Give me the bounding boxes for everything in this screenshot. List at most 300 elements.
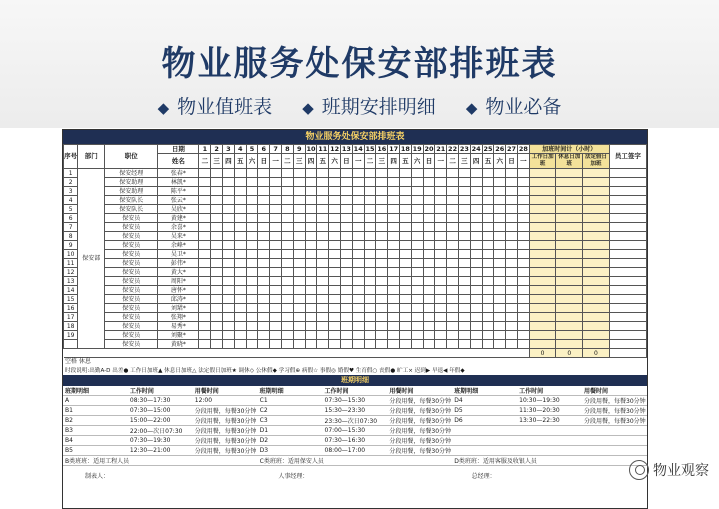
shift-cell[interactable] <box>376 313 388 322</box>
shift-cell[interactable] <box>341 169 353 178</box>
shift-cell[interactable] <box>376 295 388 304</box>
shift-cell[interactable] <box>458 322 470 331</box>
shift-cell[interactable] <box>517 277 529 286</box>
shift-cell[interactable] <box>423 313 435 322</box>
shift-cell[interactable] <box>435 205 447 214</box>
shift-cell[interactable] <box>293 214 305 223</box>
shift-cell[interactable] <box>423 268 435 277</box>
shift-cell[interactable] <box>399 214 411 223</box>
shift-cell[interactable] <box>223 178 235 187</box>
shift-cell[interactable] <box>341 241 353 250</box>
shift-cell[interactable] <box>470 259 482 268</box>
shift-cell[interactable] <box>211 205 223 214</box>
shift-cell[interactable] <box>470 268 482 277</box>
shift-cell[interactable] <box>305 196 317 205</box>
shift-cell[interactable] <box>494 250 506 259</box>
shift-cell[interactable] <box>282 322 294 331</box>
shift-cell[interactable] <box>352 205 364 214</box>
shift-cell[interactable] <box>388 295 400 304</box>
shift-cell[interactable] <box>435 232 447 241</box>
shift-cell[interactable] <box>482 331 494 340</box>
shift-cell[interactable] <box>364 259 376 268</box>
shift-cell[interactable] <box>447 169 459 178</box>
shift-cell[interactable] <box>494 259 506 268</box>
shift-cell[interactable] <box>458 295 470 304</box>
shift-cell[interactable] <box>329 178 341 187</box>
shift-cell[interactable] <box>435 286 447 295</box>
shift-cell[interactable] <box>517 187 529 196</box>
shift-cell[interactable] <box>352 286 364 295</box>
shift-cell[interactable] <box>234 322 246 331</box>
shift-cell[interactable] <box>199 232 211 241</box>
shift-cell[interactable] <box>399 259 411 268</box>
shift-cell[interactable] <box>411 178 423 187</box>
shift-cell[interactable] <box>364 250 376 259</box>
shift-cell[interactable] <box>223 169 235 178</box>
shift-cell[interactable] <box>329 286 341 295</box>
shift-cell[interactable] <box>506 187 518 196</box>
shift-cell[interactable] <box>435 259 447 268</box>
shift-cell[interactable] <box>258 178 270 187</box>
shift-cell[interactable] <box>293 331 305 340</box>
shift-cell[interactable] <box>399 169 411 178</box>
shift-cell[interactable] <box>317 268 329 277</box>
shift-cell[interactable] <box>258 232 270 241</box>
shift-cell[interactable] <box>435 322 447 331</box>
shift-cell[interactable] <box>388 268 400 277</box>
shift-cell[interactable] <box>447 322 459 331</box>
shift-cell[interactable] <box>494 340 506 349</box>
shift-cell[interactable] <box>234 196 246 205</box>
shift-cell[interactable] <box>223 205 235 214</box>
shift-cell[interactable] <box>317 250 329 259</box>
shift-cell[interactable] <box>329 322 341 331</box>
shift-cell[interactable] <box>293 241 305 250</box>
shift-cell[interactable] <box>376 214 388 223</box>
shift-cell[interactable] <box>388 331 400 340</box>
shift-cell[interactable] <box>293 277 305 286</box>
shift-cell[interactable] <box>317 340 329 349</box>
shift-cell[interactable] <box>352 223 364 232</box>
shift-cell[interactable] <box>246 241 258 250</box>
shift-cell[interactable] <box>517 169 529 178</box>
shift-cell[interactable] <box>506 232 518 241</box>
shift-cell[interactable] <box>458 223 470 232</box>
shift-cell[interactable] <box>317 214 329 223</box>
shift-cell[interactable] <box>364 241 376 250</box>
shift-cell[interactable] <box>364 331 376 340</box>
shift-cell[interactable] <box>411 331 423 340</box>
shift-cell[interactable] <box>305 178 317 187</box>
shift-cell[interactable] <box>376 286 388 295</box>
shift-cell[interactable] <box>317 322 329 331</box>
shift-cell[interactable] <box>506 169 518 178</box>
shift-cell[interactable] <box>317 286 329 295</box>
shift-cell[interactable] <box>270 187 282 196</box>
shift-cell[interactable] <box>329 277 341 286</box>
shift-cell[interactable] <box>211 214 223 223</box>
shift-cell[interactable] <box>329 295 341 304</box>
shift-cell[interactable] <box>282 196 294 205</box>
shift-cell[interactable] <box>246 223 258 232</box>
shift-cell[interactable] <box>458 313 470 322</box>
shift-cell[interactable] <box>199 304 211 313</box>
shift-cell[interactable] <box>305 277 317 286</box>
shift-cell[interactable] <box>447 250 459 259</box>
shift-cell[interactable] <box>517 178 529 187</box>
shift-cell[interactable] <box>458 205 470 214</box>
shift-cell[interactable] <box>447 313 459 322</box>
shift-cell[interactable] <box>364 313 376 322</box>
shift-cell[interactable] <box>494 331 506 340</box>
shift-cell[interactable] <box>364 268 376 277</box>
shift-cell[interactable] <box>388 169 400 178</box>
shift-cell[interactable] <box>411 304 423 313</box>
shift-cell[interactable] <box>447 340 459 349</box>
shift-cell[interactable] <box>447 241 459 250</box>
shift-cell[interactable] <box>352 268 364 277</box>
shift-cell[interactable] <box>494 295 506 304</box>
shift-cell[interactable] <box>458 340 470 349</box>
shift-cell[interactable] <box>341 232 353 241</box>
shift-cell[interactable] <box>282 259 294 268</box>
shift-cell[interactable] <box>399 313 411 322</box>
shift-cell[interactable] <box>246 232 258 241</box>
shift-cell[interactable] <box>423 340 435 349</box>
shift-cell[interactable] <box>423 295 435 304</box>
shift-cell[interactable] <box>494 286 506 295</box>
shift-cell[interactable] <box>376 331 388 340</box>
shift-cell[interactable] <box>388 250 400 259</box>
shift-cell[interactable] <box>258 277 270 286</box>
shift-cell[interactable] <box>199 178 211 187</box>
shift-cell[interactable] <box>482 187 494 196</box>
shift-cell[interactable] <box>470 223 482 232</box>
shift-cell[interactable] <box>246 313 258 322</box>
shift-cell[interactable] <box>211 169 223 178</box>
shift-cell[interactable] <box>435 214 447 223</box>
shift-cell[interactable] <box>293 340 305 349</box>
shift-cell[interactable] <box>482 277 494 286</box>
shift-cell[interactable] <box>246 340 258 349</box>
shift-cell[interactable] <box>317 205 329 214</box>
shift-cell[interactable] <box>364 304 376 313</box>
shift-cell[interactable] <box>246 277 258 286</box>
shift-cell[interactable] <box>258 250 270 259</box>
shift-cell[interactable] <box>352 241 364 250</box>
shift-cell[interactable] <box>246 214 258 223</box>
shift-cell[interactable] <box>329 187 341 196</box>
shift-cell[interactable] <box>341 277 353 286</box>
shift-cell[interactable] <box>211 187 223 196</box>
shift-cell[interactable] <box>329 196 341 205</box>
shift-cell[interactable] <box>517 331 529 340</box>
shift-cell[interactable] <box>494 304 506 313</box>
shift-cell[interactable] <box>329 259 341 268</box>
shift-cell[interactable] <box>352 178 364 187</box>
shift-cell[interactable] <box>352 340 364 349</box>
shift-cell[interactable] <box>364 178 376 187</box>
shift-cell[interactable] <box>423 178 435 187</box>
shift-cell[interactable] <box>506 322 518 331</box>
shift-cell[interactable] <box>211 196 223 205</box>
shift-cell[interactable] <box>364 223 376 232</box>
shift-cell[interactable] <box>411 223 423 232</box>
shift-cell[interactable] <box>352 232 364 241</box>
shift-cell[interactable] <box>317 196 329 205</box>
shift-cell[interactable] <box>506 205 518 214</box>
shift-cell[interactable] <box>447 214 459 223</box>
shift-cell[interactable] <box>399 241 411 250</box>
shift-cell[interactable] <box>199 277 211 286</box>
shift-cell[interactable] <box>258 214 270 223</box>
shift-cell[interactable] <box>258 196 270 205</box>
shift-cell[interactable] <box>482 169 494 178</box>
shift-cell[interactable] <box>211 259 223 268</box>
shift-cell[interactable] <box>482 250 494 259</box>
shift-cell[interactable] <box>494 268 506 277</box>
shift-cell[interactable] <box>211 340 223 349</box>
shift-cell[interactable] <box>423 214 435 223</box>
shift-cell[interactable] <box>341 223 353 232</box>
shift-cell[interactable] <box>447 187 459 196</box>
shift-cell[interactable] <box>482 205 494 214</box>
shift-cell[interactable] <box>423 232 435 241</box>
shift-cell[interactable] <box>517 205 529 214</box>
shift-cell[interactable] <box>258 187 270 196</box>
shift-cell[interactable] <box>211 295 223 304</box>
shift-cell[interactable] <box>352 250 364 259</box>
shift-cell[interactable] <box>411 205 423 214</box>
shift-cell[interactable] <box>305 205 317 214</box>
shift-cell[interactable] <box>317 223 329 232</box>
shift-cell[interactable] <box>270 277 282 286</box>
shift-cell[interactable] <box>305 187 317 196</box>
shift-cell[interactable] <box>506 295 518 304</box>
shift-cell[interactable] <box>494 178 506 187</box>
shift-cell[interactable] <box>258 331 270 340</box>
shift-cell[interactable] <box>199 214 211 223</box>
shift-cell[interactable] <box>494 169 506 178</box>
shift-cell[interactable] <box>223 250 235 259</box>
shift-cell[interactable] <box>376 241 388 250</box>
shift-cell[interactable] <box>211 241 223 250</box>
shift-cell[interactable] <box>282 304 294 313</box>
shift-cell[interactable] <box>458 241 470 250</box>
shift-cell[interactable] <box>270 322 282 331</box>
shift-cell[interactable] <box>447 196 459 205</box>
shift-cell[interactable] <box>270 169 282 178</box>
shift-cell[interactable] <box>234 340 246 349</box>
shift-cell[interactable] <box>352 196 364 205</box>
shift-cell[interactable] <box>211 304 223 313</box>
shift-cell[interactable] <box>352 187 364 196</box>
shift-cell[interactable] <box>341 250 353 259</box>
shift-cell[interactable] <box>364 340 376 349</box>
shift-cell[interactable] <box>494 322 506 331</box>
shift-cell[interactable] <box>293 223 305 232</box>
shift-cell[interactable] <box>341 286 353 295</box>
shift-cell[interactable] <box>470 214 482 223</box>
shift-cell[interactable] <box>447 304 459 313</box>
shift-cell[interactable] <box>270 313 282 322</box>
shift-cell[interactable] <box>305 340 317 349</box>
shift-cell[interactable] <box>411 187 423 196</box>
shift-cell[interactable] <box>482 268 494 277</box>
shift-cell[interactable] <box>199 322 211 331</box>
shift-cell[interactable] <box>447 259 459 268</box>
shift-cell[interactable] <box>211 277 223 286</box>
shift-cell[interactable] <box>517 322 529 331</box>
shift-cell[interactable] <box>506 286 518 295</box>
shift-cell[interactable] <box>211 223 223 232</box>
shift-cell[interactable] <box>388 187 400 196</box>
shift-cell[interactable] <box>388 259 400 268</box>
shift-cell[interactable] <box>282 187 294 196</box>
shift-cell[interactable] <box>376 259 388 268</box>
shift-cell[interactable] <box>482 340 494 349</box>
shift-cell[interactable] <box>282 286 294 295</box>
shift-cell[interactable] <box>293 304 305 313</box>
shift-cell[interactable] <box>482 214 494 223</box>
shift-cell[interactable] <box>494 241 506 250</box>
shift-cell[interactable] <box>470 295 482 304</box>
shift-cell[interactable] <box>282 232 294 241</box>
shift-cell[interactable] <box>388 304 400 313</box>
shift-cell[interactable] <box>435 304 447 313</box>
shift-cell[interactable] <box>305 268 317 277</box>
shift-cell[interactable] <box>282 178 294 187</box>
shift-cell[interactable] <box>329 268 341 277</box>
shift-cell[interactable] <box>447 295 459 304</box>
shift-cell[interactable] <box>423 259 435 268</box>
shift-cell[interactable] <box>211 313 223 322</box>
shift-cell[interactable] <box>470 169 482 178</box>
shift-cell[interactable] <box>517 214 529 223</box>
shift-cell[interactable] <box>270 295 282 304</box>
shift-cell[interactable] <box>234 277 246 286</box>
shift-cell[interactable] <box>376 232 388 241</box>
shift-cell[interactable] <box>517 241 529 250</box>
shift-cell[interactable] <box>246 205 258 214</box>
shift-cell[interactable] <box>423 205 435 214</box>
shift-cell[interactable] <box>470 241 482 250</box>
shift-cell[interactable] <box>305 322 317 331</box>
shift-cell[interactable] <box>364 169 376 178</box>
shift-cell[interactable] <box>423 322 435 331</box>
shift-cell[interactable] <box>293 205 305 214</box>
shift-cell[interactable] <box>470 205 482 214</box>
shift-cell[interactable] <box>388 313 400 322</box>
shift-cell[interactable] <box>258 295 270 304</box>
shift-cell[interactable] <box>482 232 494 241</box>
shift-cell[interactable] <box>234 250 246 259</box>
shift-cell[interactable] <box>482 196 494 205</box>
shift-cell[interactable] <box>258 241 270 250</box>
shift-cell[interactable] <box>199 241 211 250</box>
shift-cell[interactable] <box>376 178 388 187</box>
shift-cell[interactable] <box>246 196 258 205</box>
shift-cell[interactable] <box>506 214 518 223</box>
shift-cell[interactable] <box>270 223 282 232</box>
shift-cell[interactable] <box>246 304 258 313</box>
shift-cell[interactable] <box>223 241 235 250</box>
shift-cell[interactable] <box>494 223 506 232</box>
shift-cell[interactable] <box>282 241 294 250</box>
shift-cell[interactable] <box>364 232 376 241</box>
shift-cell[interactable] <box>506 340 518 349</box>
shift-cell[interactable] <box>282 169 294 178</box>
shift-cell[interactable] <box>517 223 529 232</box>
shift-cell[interactable] <box>223 232 235 241</box>
shift-cell[interactable] <box>388 277 400 286</box>
shift-cell[interactable] <box>341 178 353 187</box>
shift-cell[interactable] <box>506 268 518 277</box>
shift-cell[interactable] <box>305 250 317 259</box>
shift-cell[interactable] <box>282 223 294 232</box>
shift-cell[interactable] <box>482 295 494 304</box>
shift-cell[interactable] <box>270 232 282 241</box>
shift-cell[interactable] <box>246 178 258 187</box>
shift-cell[interactable] <box>329 304 341 313</box>
shift-cell[interactable] <box>411 286 423 295</box>
shift-cell[interactable] <box>211 250 223 259</box>
shift-cell[interactable] <box>293 268 305 277</box>
shift-cell[interactable] <box>223 277 235 286</box>
shift-cell[interactable] <box>317 304 329 313</box>
shift-cell[interactable] <box>458 178 470 187</box>
shift-cell[interactable] <box>435 187 447 196</box>
shift-cell[interactable] <box>458 286 470 295</box>
shift-cell[interactable] <box>341 340 353 349</box>
shift-cell[interactable] <box>234 169 246 178</box>
shift-cell[interactable] <box>506 196 518 205</box>
shift-cell[interactable] <box>270 268 282 277</box>
shift-cell[interactable] <box>470 340 482 349</box>
shift-cell[interactable] <box>234 295 246 304</box>
shift-cell[interactable] <box>293 232 305 241</box>
shift-cell[interactable] <box>411 169 423 178</box>
shift-cell[interactable] <box>305 214 317 223</box>
shift-cell[interactable] <box>364 286 376 295</box>
shift-cell[interactable] <box>341 313 353 322</box>
shift-cell[interactable] <box>211 286 223 295</box>
shift-cell[interactable] <box>376 340 388 349</box>
shift-cell[interactable] <box>211 232 223 241</box>
shift-cell[interactable] <box>341 331 353 340</box>
shift-cell[interactable] <box>341 322 353 331</box>
shift-cell[interactable] <box>341 295 353 304</box>
shift-cell[interactable] <box>364 214 376 223</box>
shift-cell[interactable] <box>199 286 211 295</box>
shift-cell[interactable] <box>411 295 423 304</box>
shift-cell[interactable] <box>293 178 305 187</box>
shift-cell[interactable] <box>399 304 411 313</box>
shift-cell[interactable] <box>199 295 211 304</box>
shift-cell[interactable] <box>447 268 459 277</box>
shift-cell[interactable] <box>352 313 364 322</box>
shift-cell[interactable] <box>211 268 223 277</box>
shift-cell[interactable] <box>223 286 235 295</box>
shift-cell[interactable] <box>270 286 282 295</box>
shift-cell[interactable] <box>482 286 494 295</box>
shift-cell[interactable] <box>199 331 211 340</box>
shift-cell[interactable] <box>352 322 364 331</box>
shift-cell[interactable] <box>282 277 294 286</box>
shift-cell[interactable] <box>317 295 329 304</box>
shift-cell[interactable] <box>199 205 211 214</box>
shift-cell[interactable] <box>352 295 364 304</box>
